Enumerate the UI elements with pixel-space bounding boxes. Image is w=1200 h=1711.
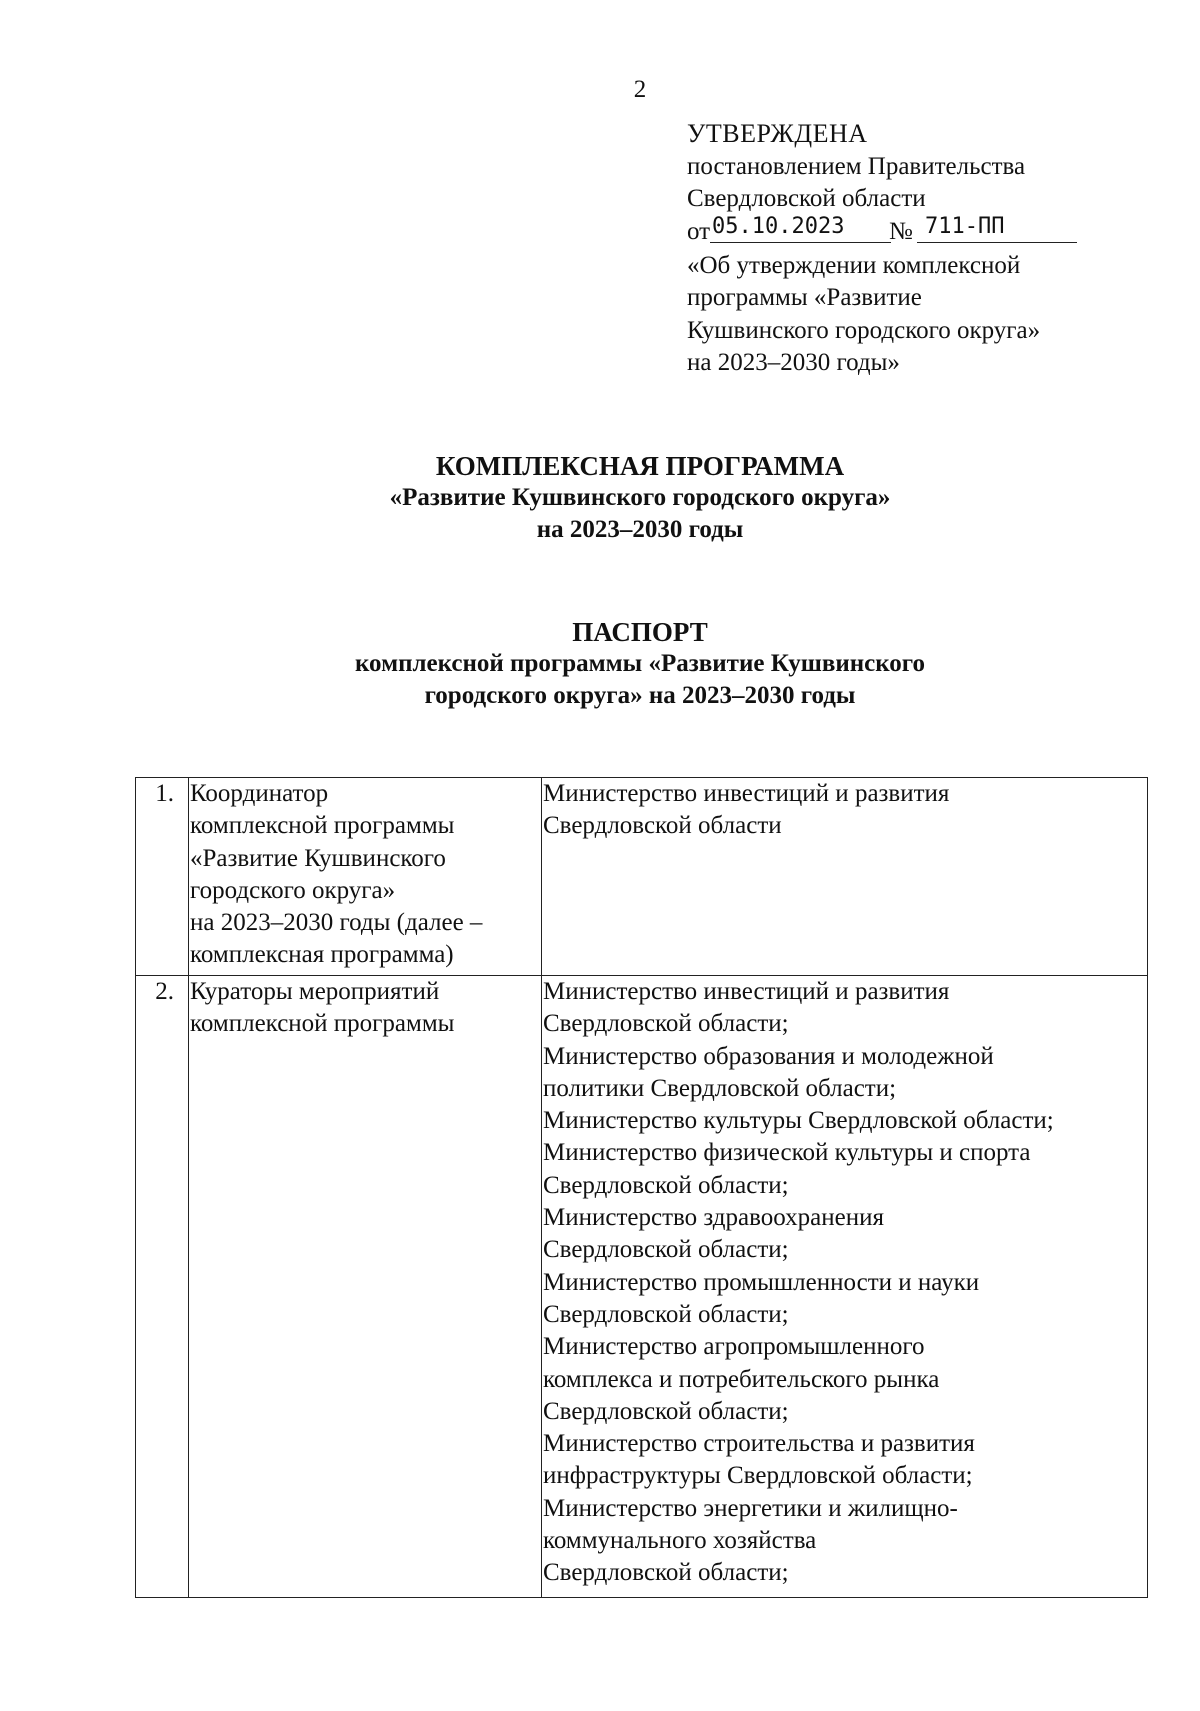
row-value-line: комплекса и потребительского рынка [543, 1365, 940, 1393]
row-value-line: политики Свердловской области; [543, 1074, 897, 1102]
row-value [542, 778, 1148, 976]
approval-desc-line: программы «Развитие [687, 284, 922, 311]
row-value-line: Министерство физической культуры и спорта [543, 1139, 1031, 1167]
passport-title-line-1: ПАСПОРТ [572, 617, 708, 647]
approval-line-1: постановлением Правительства [687, 152, 1026, 180]
row-value-line: Министерство культуры Свердловской области; [543, 1107, 1054, 1135]
row-value-line: Министерство строительства и развития [543, 1430, 975, 1458]
program-title [100, 450, 1180, 546]
approval-line-2: Свердловской области [687, 185, 926, 212]
number-prefix: № [889, 217, 913, 245]
row-label-line: городского округа» [190, 876, 396, 904]
row-label [189, 778, 542, 976]
row-label-line: Координатор [190, 780, 329, 807]
date-prefix: от [687, 217, 711, 245]
row-value-line: Свердловской области [543, 812, 782, 840]
row-label-line: комплексной программы [190, 812, 455, 840]
row-value-line: Министерство агропромышленного [543, 1333, 925, 1361]
row-value-line: инфраструктуры Свердловской области; [543, 1462, 973, 1490]
row-label-line: комплексная программа) [190, 941, 454, 969]
row-value-line: Министерство инвестиций и развития [543, 978, 950, 1005]
row-value-line: Свердловской области; [543, 1171, 789, 1199]
approval-desc-line: на 2023–2030 годы» [687, 349, 900, 376]
passport-title-line-3: городского округа» на 2023–2030 годы [424, 682, 856, 709]
approval-desc-line: «Об утверждении комплексной [687, 251, 1021, 279]
row-label [189, 976, 542, 1598]
row-number: 2. [136, 976, 189, 1598]
row-value-line: Свердловской области; [543, 1397, 789, 1425]
row-value [542, 976, 1148, 1598]
passport-table [135, 777, 1148, 1598]
row-value-line: коммунального хозяйства [543, 1527, 817, 1555]
row-value-line: Министерство здравоохранения [543, 1204, 884, 1232]
row-value-line: Свердловской области; [543, 1236, 789, 1264]
row-value-line: Свердловской области; [543, 1300, 789, 1328]
approval-heading: УТВЕРЖДЕНА [687, 119, 868, 148]
row-label-line: «Развитие Кушвинского [190, 844, 446, 872]
program-title-line-2: «Развитие Кушвинского городского округа» [389, 484, 891, 511]
approval-desc-line: Кушвинского городского округа» [687, 316, 1041, 344]
row-number: 1. [136, 778, 189, 976]
row-value-line: Министерство промышленности и науки [543, 1268, 980, 1296]
page-number: 2 [633, 76, 647, 103]
row-value-line: Свердловской области; [543, 1559, 789, 1587]
table-row [136, 778, 1148, 976]
passport-title-line-2: комплексной программы «Развитие Кушвинского [354, 650, 926, 677]
table-row [136, 976, 1148, 1598]
program-title-line-3: на 2023–2030 годы [536, 516, 744, 543]
approval-stamp [687, 118, 1107, 380]
program-title-line-1: КОМПЛЕКСНАЯ ПРОГРАММА [435, 451, 845, 481]
row-value-line: Министерство образования и молодежной [543, 1042, 994, 1070]
row-label-line: Кураторы мероприятий [190, 978, 440, 1005]
row-label-line: на 2023–2030 годы (далее – [190, 909, 483, 937]
passport-title [100, 616, 1180, 712]
decree-date: 05.10.2023 [710, 212, 891, 243]
approval-description [687, 250, 1107, 380]
row-label-line: комплексной программы [190, 1010, 455, 1038]
row-value-line: Министерство энергетики и жилищно- [543, 1494, 958, 1522]
decree-number: 711-ПП [917, 212, 1077, 243]
row-value-line: Свердловской области; [543, 1010, 789, 1038]
approval-date-line [687, 213, 1107, 248]
row-value-line: Министерство инвестиций и развития [543, 780, 950, 807]
